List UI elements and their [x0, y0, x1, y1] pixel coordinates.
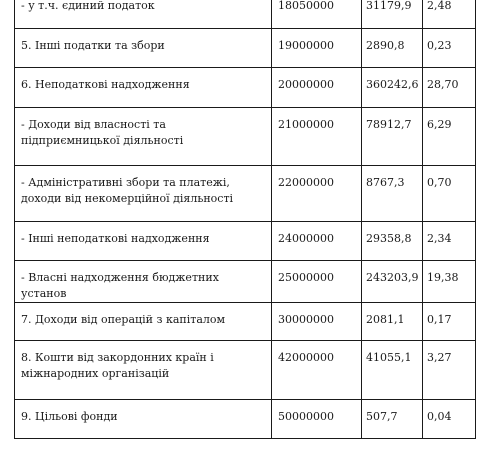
row-amount: 507,7 [362, 400, 423, 439]
row-name: 8. Кошти від закордонних країн і міжнародних організацій [15, 341, 272, 400]
revenue-table [14, 0, 476, 439]
row-share: 6,29 [423, 108, 476, 166]
row-share: 19,38 [423, 261, 476, 303]
row-name: - Інші неподаткові надходження [15, 222, 272, 261]
row-code: 24000000 [272, 222, 362, 261]
row-name: - Адміністративні збори та платежі, доходи від некомерційної діяльності [15, 166, 272, 222]
row-share: 3,27 [423, 341, 476, 400]
table-row [15, 68, 476, 108]
row-amount: 2890,8 [362, 29, 423, 68]
row-name: 5. Інші податки та збори [15, 29, 272, 68]
table-row [15, 0, 476, 29]
row-name: 9. Цільові фонди [15, 400, 272, 439]
row-amount: 41055,1 [362, 341, 423, 400]
row-code: 21000000 [272, 108, 362, 166]
table-row [15, 29, 476, 68]
row-code: 22000000 [272, 166, 362, 222]
row-code: 20000000 [272, 68, 362, 108]
row-amount: 360242,6 [362, 68, 423, 108]
row-code: 42000000 [272, 341, 362, 400]
table-row [15, 303, 476, 341]
table-row [15, 222, 476, 261]
row-name: - у т.ч. єдиний податок [15, 0, 272, 29]
row-share: 0,23 [423, 29, 476, 68]
table-row [15, 400, 476, 439]
row-name: 6. Неподаткові надходження [15, 68, 272, 108]
row-name: - Власні надходження бюджетних установ [15, 261, 272, 303]
row-share: 0,04 [423, 400, 476, 439]
row-code: 30000000 [272, 303, 362, 341]
row-code: 25000000 [272, 261, 362, 303]
row-amount: 2081,1 [362, 303, 423, 341]
row-amount: 8767,3 [362, 166, 423, 222]
row-name: 7. Доходи від операцій з капіталом [15, 303, 272, 341]
row-share: 2,48 [423, 0, 476, 29]
row-amount: 31179,9 [362, 0, 423, 29]
table-row [15, 108, 476, 166]
row-code: 18050000 [272, 0, 362, 29]
row-code: 50000000 [272, 400, 362, 439]
row-share: 0,17 [423, 303, 476, 341]
row-amount: 243203,9 [362, 261, 423, 303]
row-share: 28,70 [423, 68, 476, 108]
row-name: - Доходи від власності та підприємницької діяльності [15, 108, 272, 166]
row-share: 0,70 [423, 166, 476, 222]
table-row [15, 166, 476, 222]
table-row [15, 261, 476, 303]
row-code: 19000000 [272, 29, 362, 68]
table-row [15, 341, 476, 400]
row-amount: 29358,8 [362, 222, 423, 261]
row-share: 2,34 [423, 222, 476, 261]
row-amount: 78912,7 [362, 108, 423, 166]
